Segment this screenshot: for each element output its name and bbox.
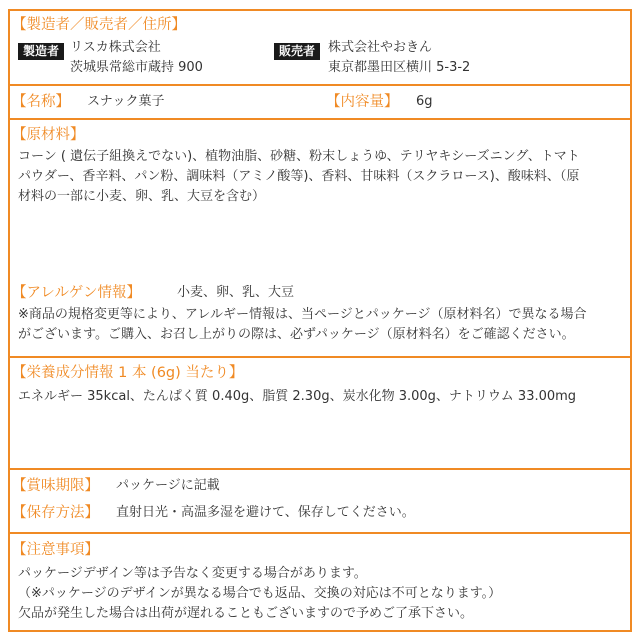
storage-header: 【保存方法】: [12, 505, 99, 521]
ingredients-section: [10, 120, 630, 358]
nutrition-header: 【栄養成分情報 1 本 (6g) 当たり】: [12, 365, 244, 381]
ingredients-line: コーン ( 遺伝子組換えでない)、植物油脂、砂糖、粉末しょうゆ、テリヤキシーズニング、トマト: [18, 149, 580, 164]
maker-header: 【製造者／販売者／住所】: [12, 17, 186, 33]
notice-text: [18, 564, 501, 624]
notice-line: パッケージデザイン等は予告なく変更する場合があります。: [18, 566, 367, 581]
nutrition-section: [10, 358, 630, 470]
seller-address: 東京都墨田区横川 5-3-2: [328, 60, 471, 75]
allergen-value: 小麦、卵、乳、大豆: [177, 285, 295, 300]
ingredients-header: 【原材料】: [12, 127, 85, 143]
expiry-header: 【賞味期限】: [12, 478, 99, 494]
notice-line: （※パッケージのデザインが異なる場合でも返品、交換の対応は不可となります。）: [18, 586, 502, 601]
notice-line: 欠品が発生した場合は出荷が遅れることもございますので予めご了承下さい。: [18, 606, 474, 621]
ingredients-line: 材料の一部に小麦、卵、乳、大豆を含む）: [18, 189, 266, 204]
name-header: 【名称】: [12, 94, 70, 110]
manufacturer-tag: 製造者: [18, 43, 64, 60]
nutrition-value: エネルギー 35kcal、たんぱく質 0.40g、脂質 2.30g、炭水化物 3.00g、ナトリウム 33.00mg: [18, 389, 577, 404]
maker-section: [10, 11, 630, 86]
seller-tag: 販売者: [274, 43, 320, 60]
allergen-note: [18, 305, 587, 345]
expiry-storage-section: [10, 470, 630, 534]
product-info-panel: [8, 9, 632, 632]
seller-name: 株式会社やおきん: [328, 40, 433, 55]
name-value: スナック菓子: [87, 94, 165, 109]
ingredients-line: パウダー、香辛料、パン粉、調味料（アミノ酸等)、香料、甘味料（スクラロース)、酸味料、（原: [18, 169, 580, 184]
storage-value: 直射日光・高温多湿を避けて、保存してください。: [116, 505, 415, 520]
manufacturer-address: 茨城県常総市蔵持 900: [70, 60, 203, 75]
expiry-value: パッケージに記載: [116, 478, 220, 493]
allergen-note-line: がございます。ご購入、お召し上がりの際は、必ずパッケージ（原材料名）をご確認ください。: [18, 327, 575, 342]
amount-value: 6g: [416, 94, 433, 109]
product-name-section: [10, 86, 630, 120]
notice-section: [10, 534, 630, 630]
amount-header: 【内容量】: [326, 94, 399, 110]
allergen-note-line: ※商品の規格変更等により、アレルギー情報は、当ページとパッケージ（原材料名）で異なる場合: [18, 307, 587, 322]
ingredients-text: [18, 147, 580, 207]
manufacturer-name: リスカ株式会社: [70, 40, 161, 55]
notice-header: 【注意事項】: [12, 542, 99, 558]
allergen-header: 【アレルゲン情報】: [12, 285, 141, 301]
